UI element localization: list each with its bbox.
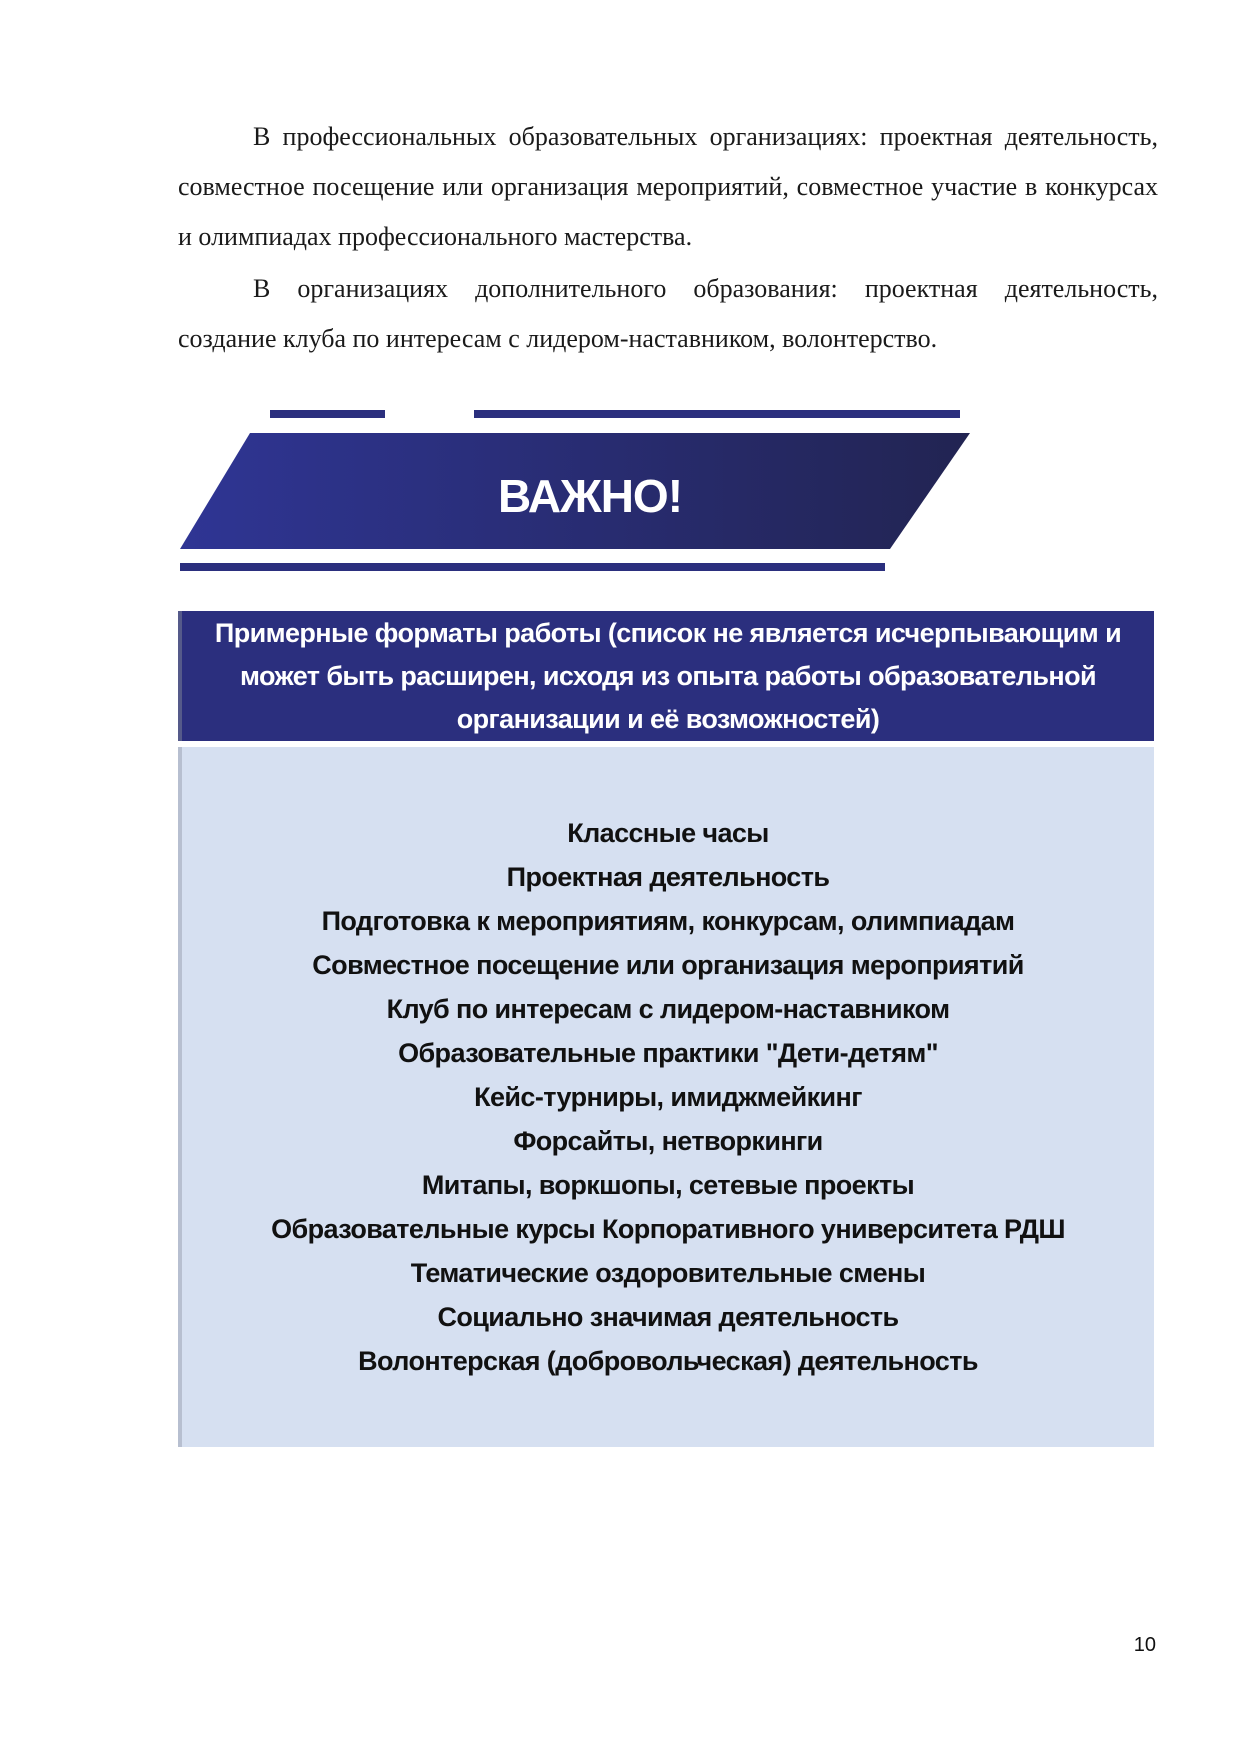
format-item: Волонтерская (добровольческая) деятельность [358,1346,978,1376]
formats-list [182,811,1154,1383]
format-item: Проектная деятельность [506,862,830,892]
banner-bottom-bar [180,563,885,571]
format-item: Социально значимая деятельность [437,1302,899,1332]
format-item: Классные часы [567,818,769,848]
format-item: Форсайты, нетворкинги [513,1126,823,1156]
banner-top-bar-left [270,410,385,418]
format-item: Кейс-турниры, имиджмейкинг [474,1082,862,1112]
page-number: 10 [1133,1634,1156,1656]
format-item: Подготовка к мероприятиям, конкурсам, олимпиадам [321,906,1015,936]
format-item: Образовательные курсы Корпоративного университета РДШ [271,1214,1065,1244]
format-item: Клуб по интересам с лидером-наставником [386,994,950,1024]
paragraph-additional-education: В организациях дополнительного образования: проектная деятельность, создание клуба по интересам с лидером-наставником, волонтерство. [178,274,1158,353]
paragraph-professional-orgs: В профессиональных образовательных организациях: проектная деятельность, совместное посещение или организация мероприятий, совместное участие в конкурсах и олимпиадах профессионального мастерства. [178,122,1158,251]
format-item: Митапы, воркшопы, сетевые проекты [421,1170,915,1200]
format-item: Совместное посещение или организация мероприятий [312,950,1024,980]
format-item: Тематические оздоровительные смены [410,1258,926,1288]
banner-top-bar-right [474,410,960,418]
formats-box-header: Примерные форматы работы (список не является исчерпывающим и может быть расширен, исходя из опыта работы образовательной организации и её возможностей) [178,611,1154,741]
formats-box-body [178,747,1154,1447]
format-item: Образовательные практики "Дети-детям" [398,1038,938,1068]
banner-title: ВАЖНО! [497,470,683,522]
